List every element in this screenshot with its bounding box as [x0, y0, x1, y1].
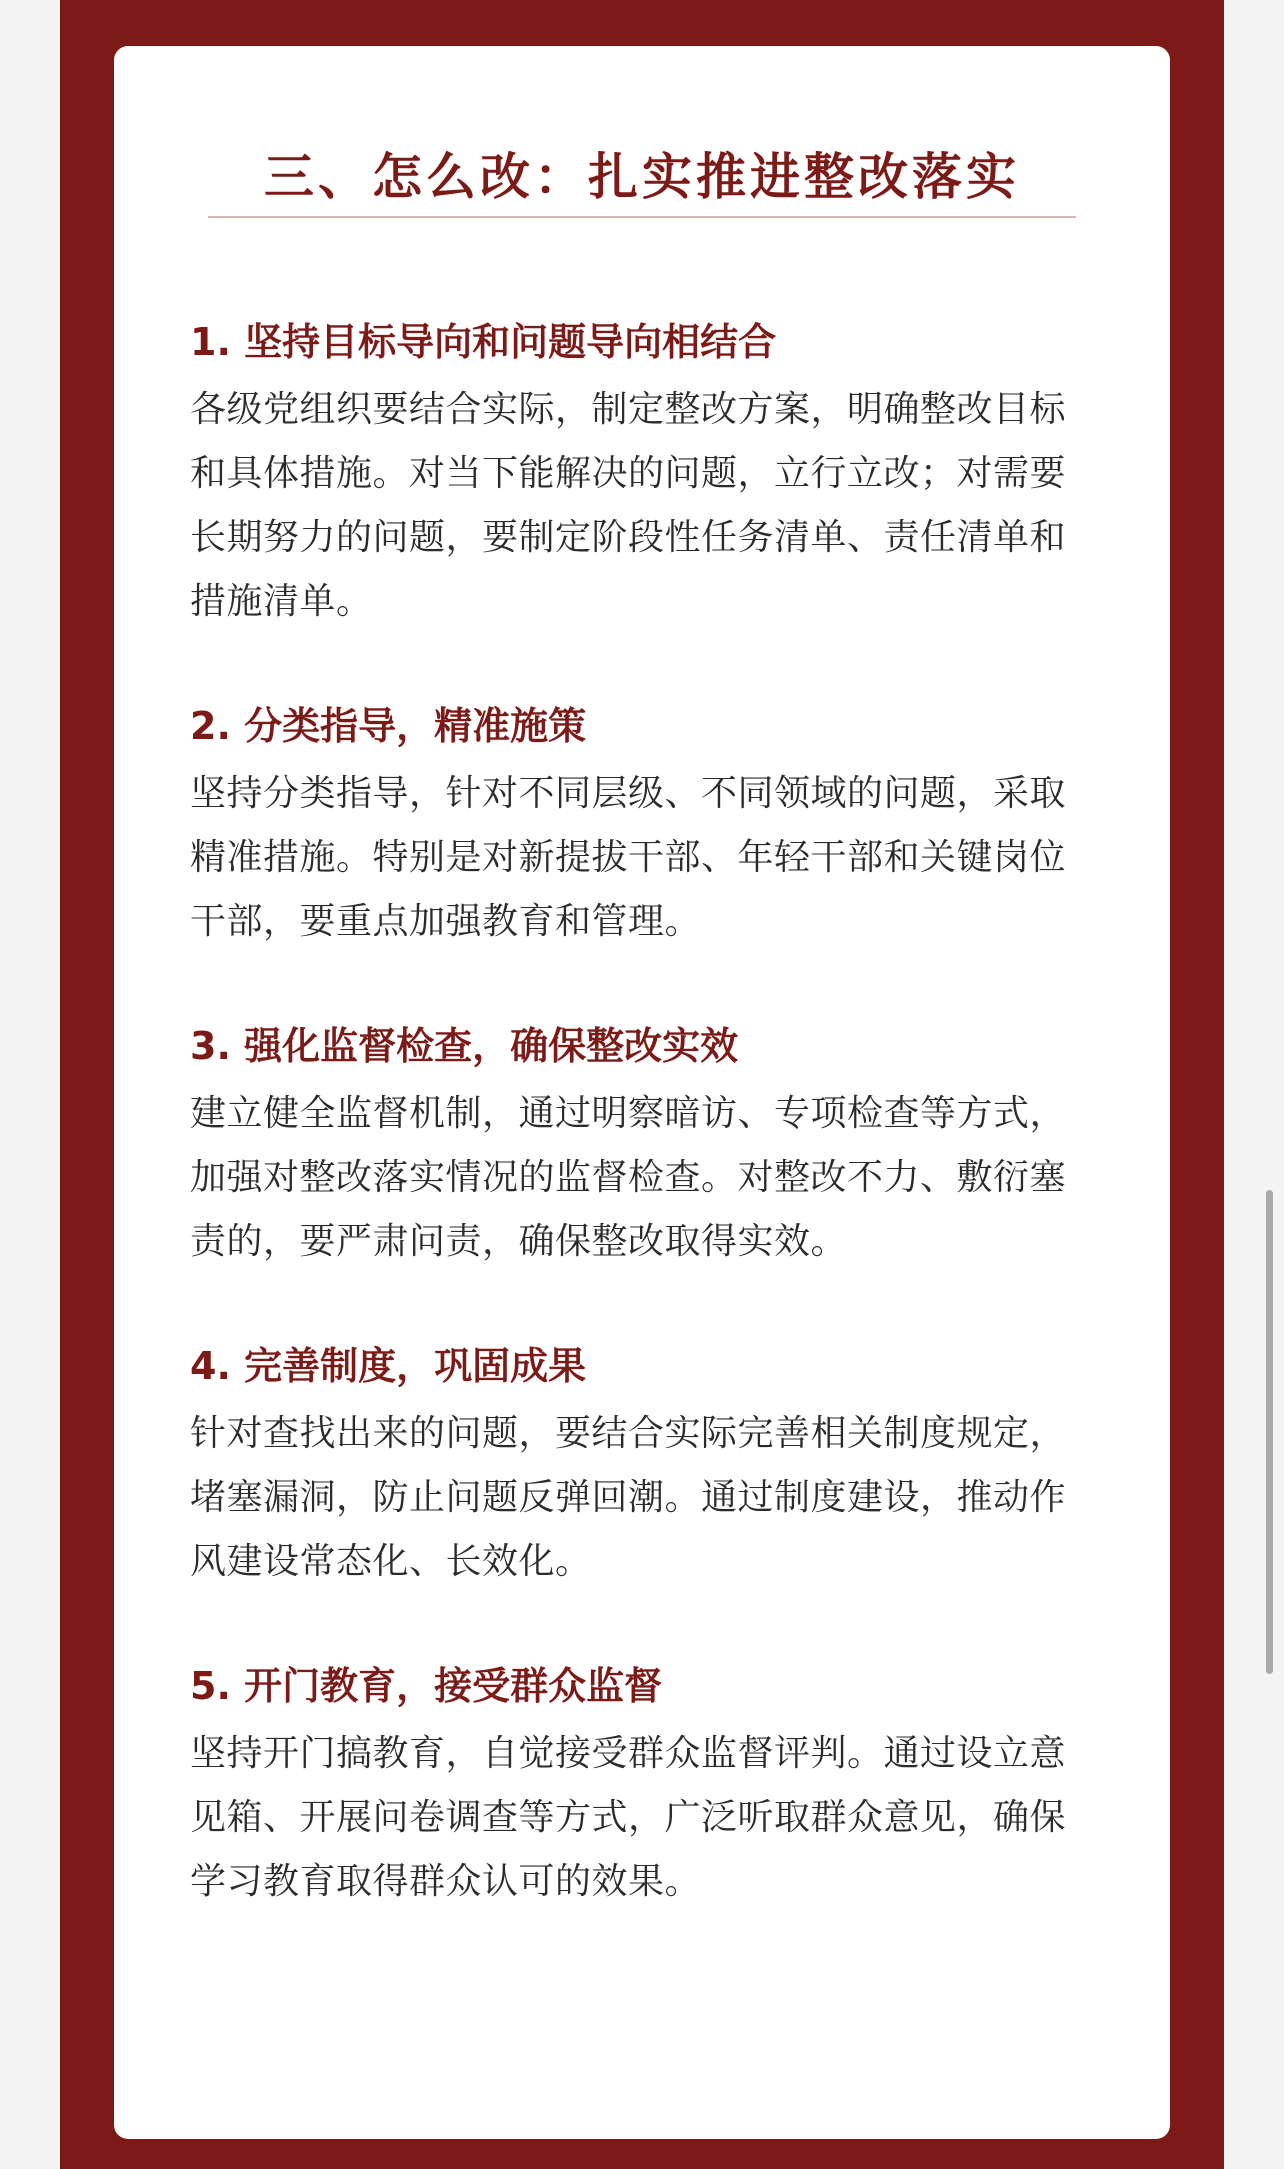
section-5	[190, 1658, 1110, 1914]
body-line: 针对查找出来的问题，要结合实际完善相关制度规定，	[190, 1413, 1067, 1454]
body-line: 坚持开门搞教育，自觉接受群众监督评判。通过设立意	[190, 1733, 1067, 1774]
body-line: 加强对整改落实情况的监督检查。对整改不力、敷衍塞	[190, 1157, 1067, 1198]
body-line: 和具体措施。对当下能解决的问题，立行立改；对需要	[190, 453, 1067, 494]
body-line: 干部，要重点加强教育和管理。	[190, 901, 702, 942]
body-line: 见箱、开展问卷调查等方式，广泛听取群众意见，确保	[190, 1797, 1067, 1838]
section-2	[190, 698, 1110, 954]
section-1	[190, 314, 1110, 634]
page-margin-right	[1224, 0, 1284, 2169]
content-card	[114, 46, 1170, 2139]
section-heading: 4. 完善制度，巩固成果	[190, 1344, 587, 1388]
section-body	[190, 1082, 1110, 1274]
section-body	[190, 1402, 1110, 1594]
scrollbar-thumb[interactable]	[1266, 1190, 1273, 1674]
body-line: 学习教育取得群众认可的效果。	[190, 1861, 702, 1902]
section-3	[190, 1018, 1110, 1274]
body-line: 各级党组织要结合实际，制定整改方案，明确整改目标	[190, 389, 1067, 430]
section-body	[190, 762, 1110, 954]
body-line: 堵塞漏洞，防止问题反弹回潮。通过制度建设，推动作	[190, 1477, 1067, 1518]
title-divider	[208, 216, 1076, 218]
body-line: 风建设常态化、长效化。	[190, 1541, 592, 1582]
section-body	[190, 378, 1110, 634]
section-4	[190, 1338, 1110, 1594]
body-line: 长期努力的问题，要制定阶段性任务清单、责任清单和	[190, 517, 1067, 558]
section-heading: 5. 开门教育，接受群众监督	[190, 1664, 663, 1708]
section-heading: 1. 坚持目标导向和问题导向相结合	[190, 320, 777, 364]
section-heading: 2. 分类指导，精准施策	[190, 704, 587, 748]
body-line: 建立健全监督机制，通过明察暗访、专项检查等方式，	[190, 1093, 1067, 1134]
body-line: 措施清单。	[190, 581, 373, 622]
body-line: 责的，要严肃问责，确保整改取得实效。	[190, 1221, 848, 1262]
section-heading: 3. 强化监督检查，确保整改实效	[190, 1024, 739, 1068]
body-line: 坚持分类指导，针对不同层级、不同领域的问题，采取	[190, 773, 1067, 814]
page-margin-left	[0, 0, 60, 2169]
body-line: 精准措施。特别是对新提拔干部、年轻干部和关键岗位	[190, 837, 1067, 878]
page-title: 三、怎么改：扎实推进整改落实	[264, 147, 1020, 206]
section-body	[190, 1722, 1110, 1914]
